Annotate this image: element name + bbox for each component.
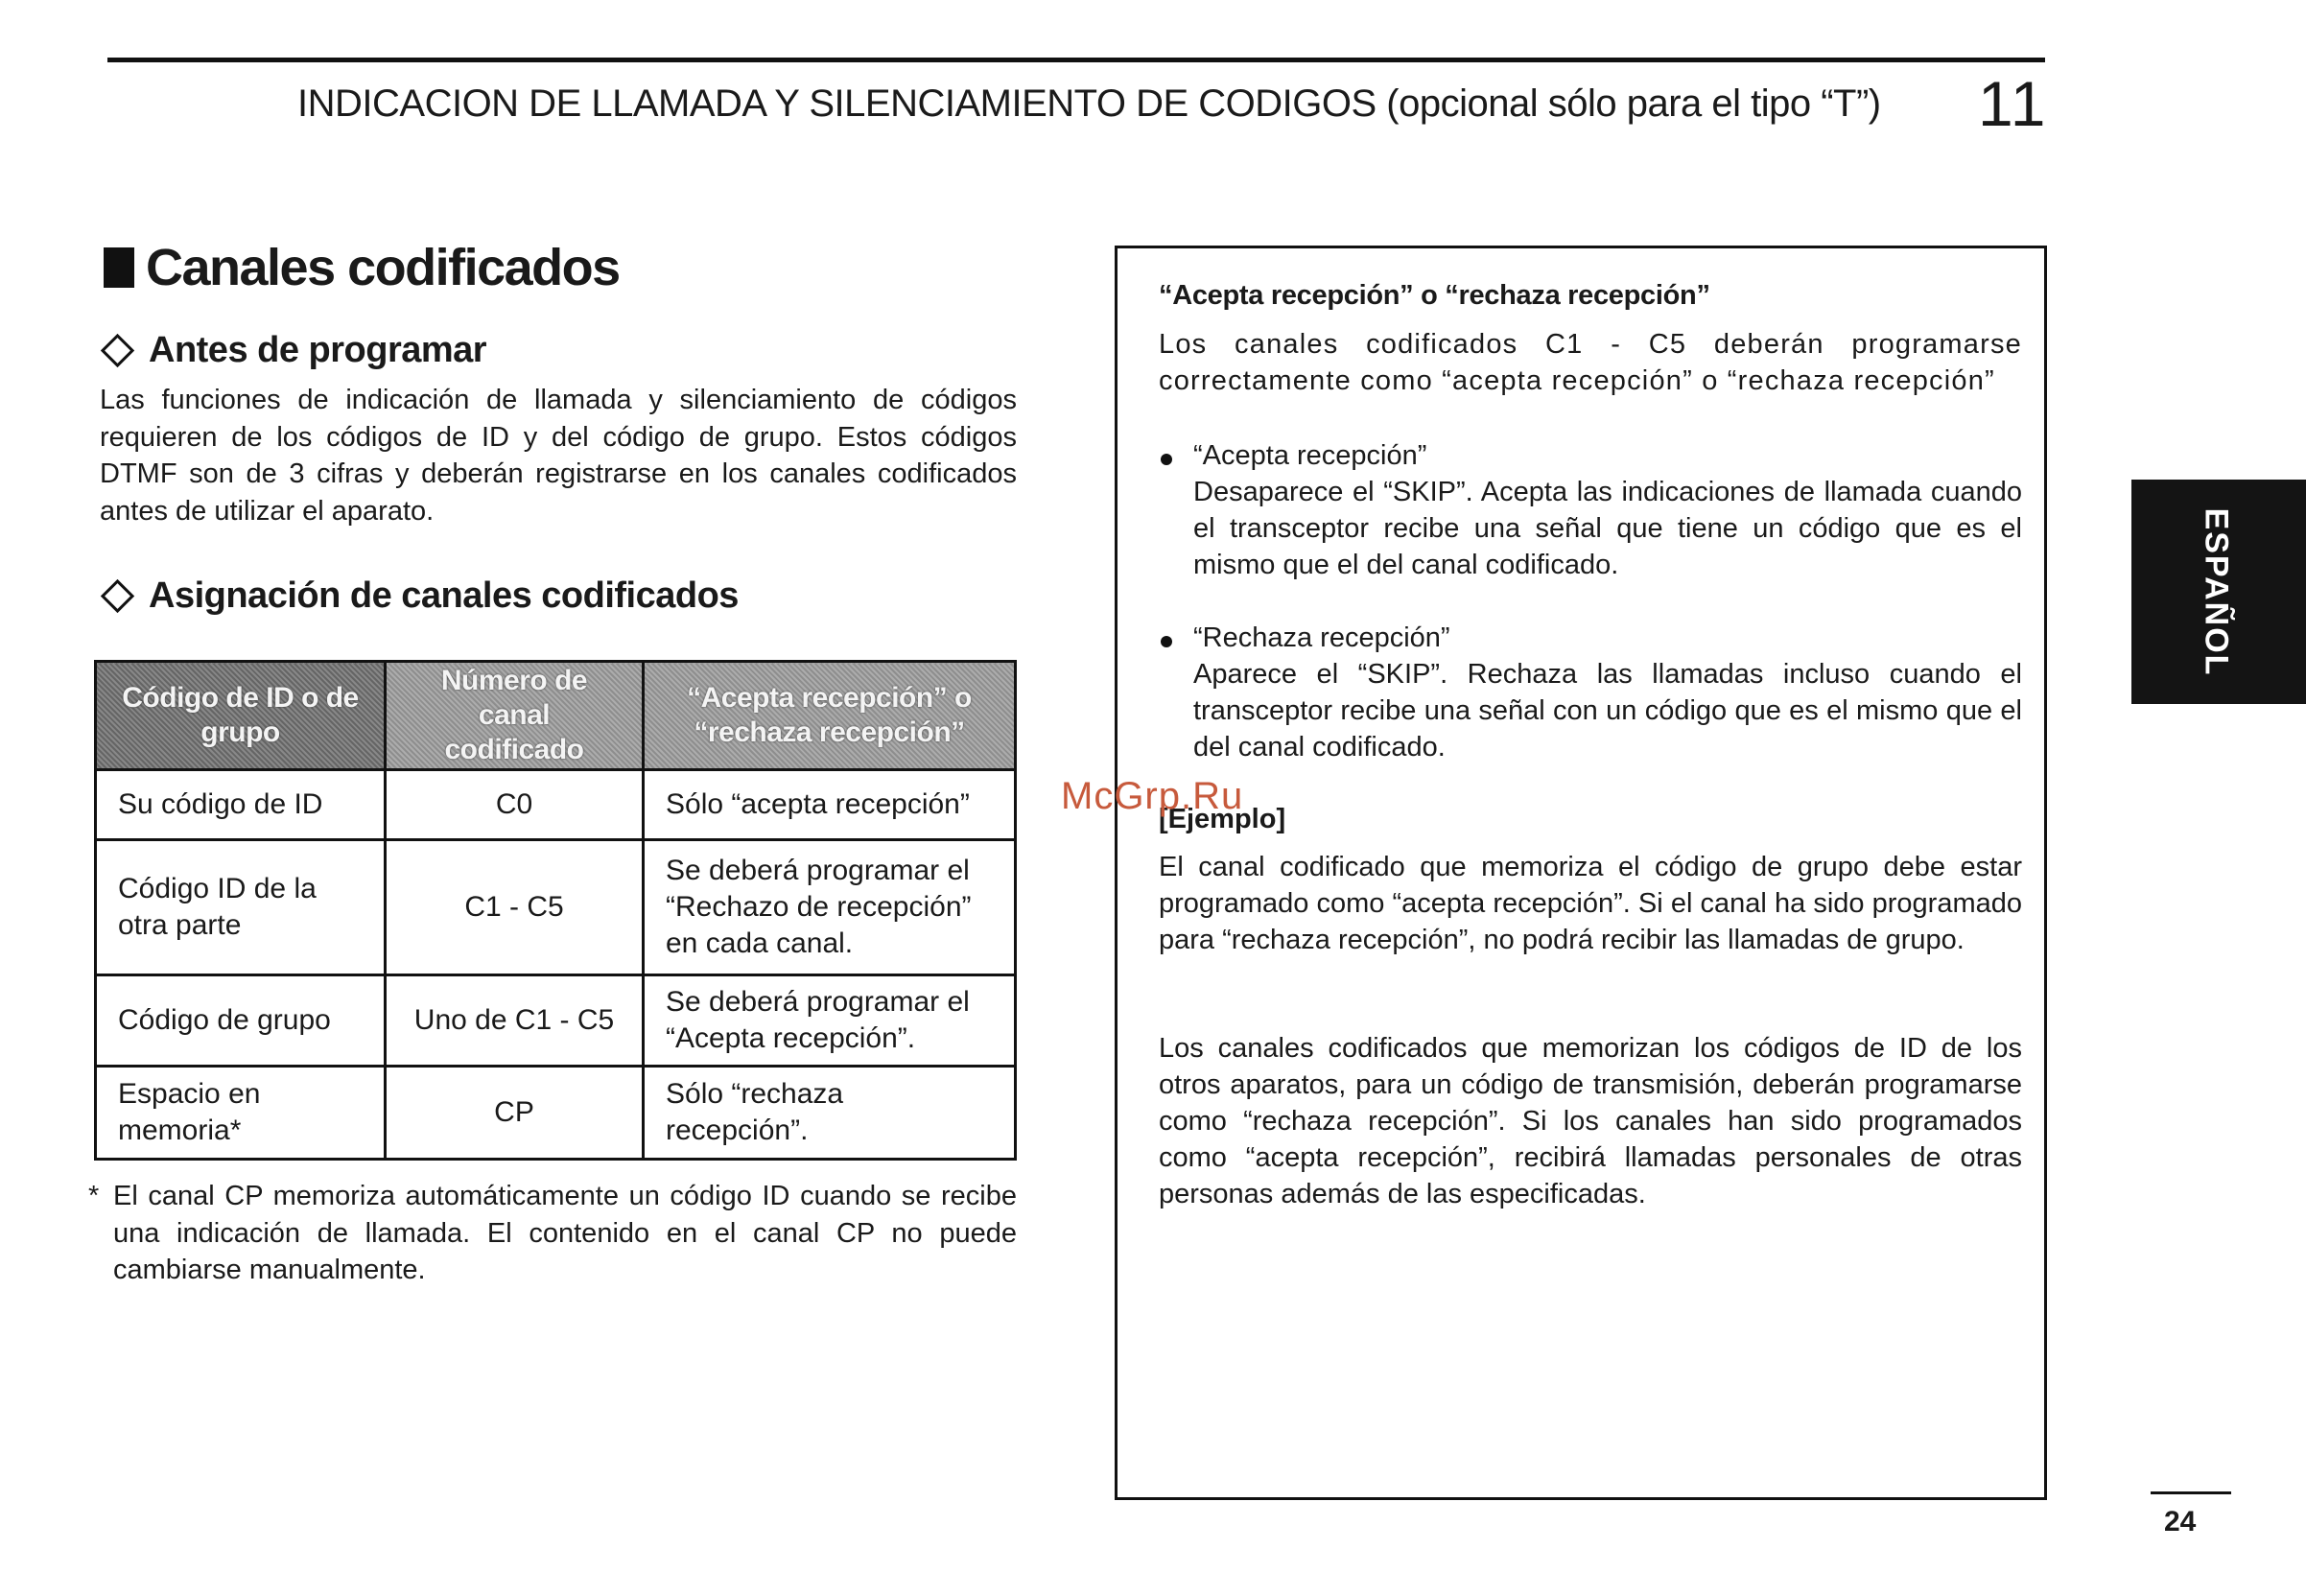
table-footnote	[88, 1178, 1017, 1289]
page-number-rule	[2151, 1491, 2231, 1494]
table-row	[96, 770, 1016, 840]
bullet-rechaza	[1159, 620, 2022, 765]
subheading-asignacion	[98, 575, 739, 617]
example-paragraph-1: El canal codificado que memoriza el código de grupo debe estar programado como “acepta recepción”. Si el canal ha sido programado para “rechaza recepción”, no podrá recibir las llamadas de grupo.	[1159, 852, 2022, 955]
table-cell: Se deberá programar el “Acepta recepción”.	[644, 975, 1016, 1067]
table-header-row	[96, 662, 1016, 770]
bullet-body: Desaparece el “SKIP”. Acepta las indicaciones de llamada cuando el transceptor recibe una señal que tiene un código que es el mismo que el del canal codificado.	[1193, 477, 2022, 580]
bullet-head: “Acepta recepción”	[1193, 440, 1427, 471]
table-cell: Su código de ID	[96, 770, 386, 840]
table-cell: Sólo “acepta recepción”	[644, 770, 1016, 840]
table-cell: Código ID de la otra parte	[96, 840, 386, 975]
page-header-title: INDICACION DE LLAMADA Y SILENCIAMIENTO DE CODIGOS (opcional sólo para el tipo “T”)	[297, 82, 1881, 125]
page-number: 24	[2164, 1506, 2197, 1537]
language-tab-text: ESPAÑOL	[2198, 507, 2235, 676]
table-row	[96, 1067, 1016, 1160]
table-cell: Uno de C1 - C5	[386, 975, 644, 1067]
table-row	[96, 840, 1016, 975]
example-paragraph-2: Los canales codificados que memorizan los códigos de ID de los otros aparatos, para un código de transmisión, deberán programarse como “rechaza recepción”. Si los canales han sido programados como “acepta recepción”, recibirá llamadas personales de otras personas además de las especificadas.	[1159, 1033, 2022, 1209]
table-row	[96, 975, 1016, 1067]
footnote-text: El canal CP memoriza automáticamente un código ID cuando se recibe una indicación de llamada. El contenido en el canal CP no puede cambiarse manualmente.	[113, 1181, 1017, 1285]
bullet-body: Aparece el “SKIP”. Rechaza las llamadas incluso cuando el transceptor recibe una señal con un código que es el mismo que el del canal codificado.	[1193, 659, 2022, 763]
bullet-dot-icon	[1161, 454, 1172, 465]
table-cell: Se deberá programar el “Rechazo de recepción” en cada canal.	[644, 840, 1016, 975]
subheading-antes-text: Antes de programar	[149, 330, 487, 370]
bullet-head: “Rechaza recepción”	[1193, 622, 1450, 653]
table-header-cell: Código de ID o de grupo	[96, 662, 386, 770]
table-header-cell: “Acepta recepción” o “rechaza recepción”	[644, 662, 1016, 770]
table-header-cell: Número de canal codificado	[386, 662, 644, 770]
subheading-antes	[98, 330, 486, 371]
assignment-table	[94, 660, 1017, 1161]
info-box-title: “Acepta recepción” o “rechaza recepción”	[1159, 280, 1710, 311]
table-cell: C0	[386, 770, 644, 840]
diamond-icon	[101, 579, 134, 613]
watermark: McGrp.Ru	[1061, 775, 1244, 817]
bullet-acepta	[1159, 437, 2022, 583]
table-cell: C1 - C5	[386, 840, 644, 975]
table-cell: Código de grupo	[96, 975, 386, 1067]
example-title: [Ejemplo]	[1159, 804, 1286, 834]
section-title-text: Canales codificados	[146, 239, 620, 296]
language-tab-label	[2177, 485, 2254, 698]
footnote-asterisk: *	[88, 1181, 100, 1211]
chapter-number: 11	[1978, 68, 2048, 139]
header-rule	[107, 58, 2045, 62]
subheading-asignacion-text: Asignación de canales codificados	[149, 575, 739, 616]
bullet-dot-icon	[1161, 636, 1172, 647]
diamond-icon	[101, 334, 134, 367]
table-cell: Sólo “rechaza recepción”.	[644, 1067, 1016, 1160]
section-title	[104, 238, 620, 297]
table-cell: CP	[386, 1067, 644, 1160]
info-box-intro: Los canales codificados C1 - C5 deberán programarse correctamente como “acepta recepción” o “rechaza recepción”	[1159, 329, 2022, 396]
table-cell: Espacio en memoria*	[96, 1067, 386, 1160]
square-bullet-icon	[104, 247, 134, 288]
antes-paragraph: Las funciones de indicación de llamada y silenciamiento de códigos requieren de los códigos de ID y del código de grupo. Estos códigos DTMF son de 3 cifras y deberán registrarse en los canales codificados antes de utilizar el aparato.	[100, 385, 1017, 527]
